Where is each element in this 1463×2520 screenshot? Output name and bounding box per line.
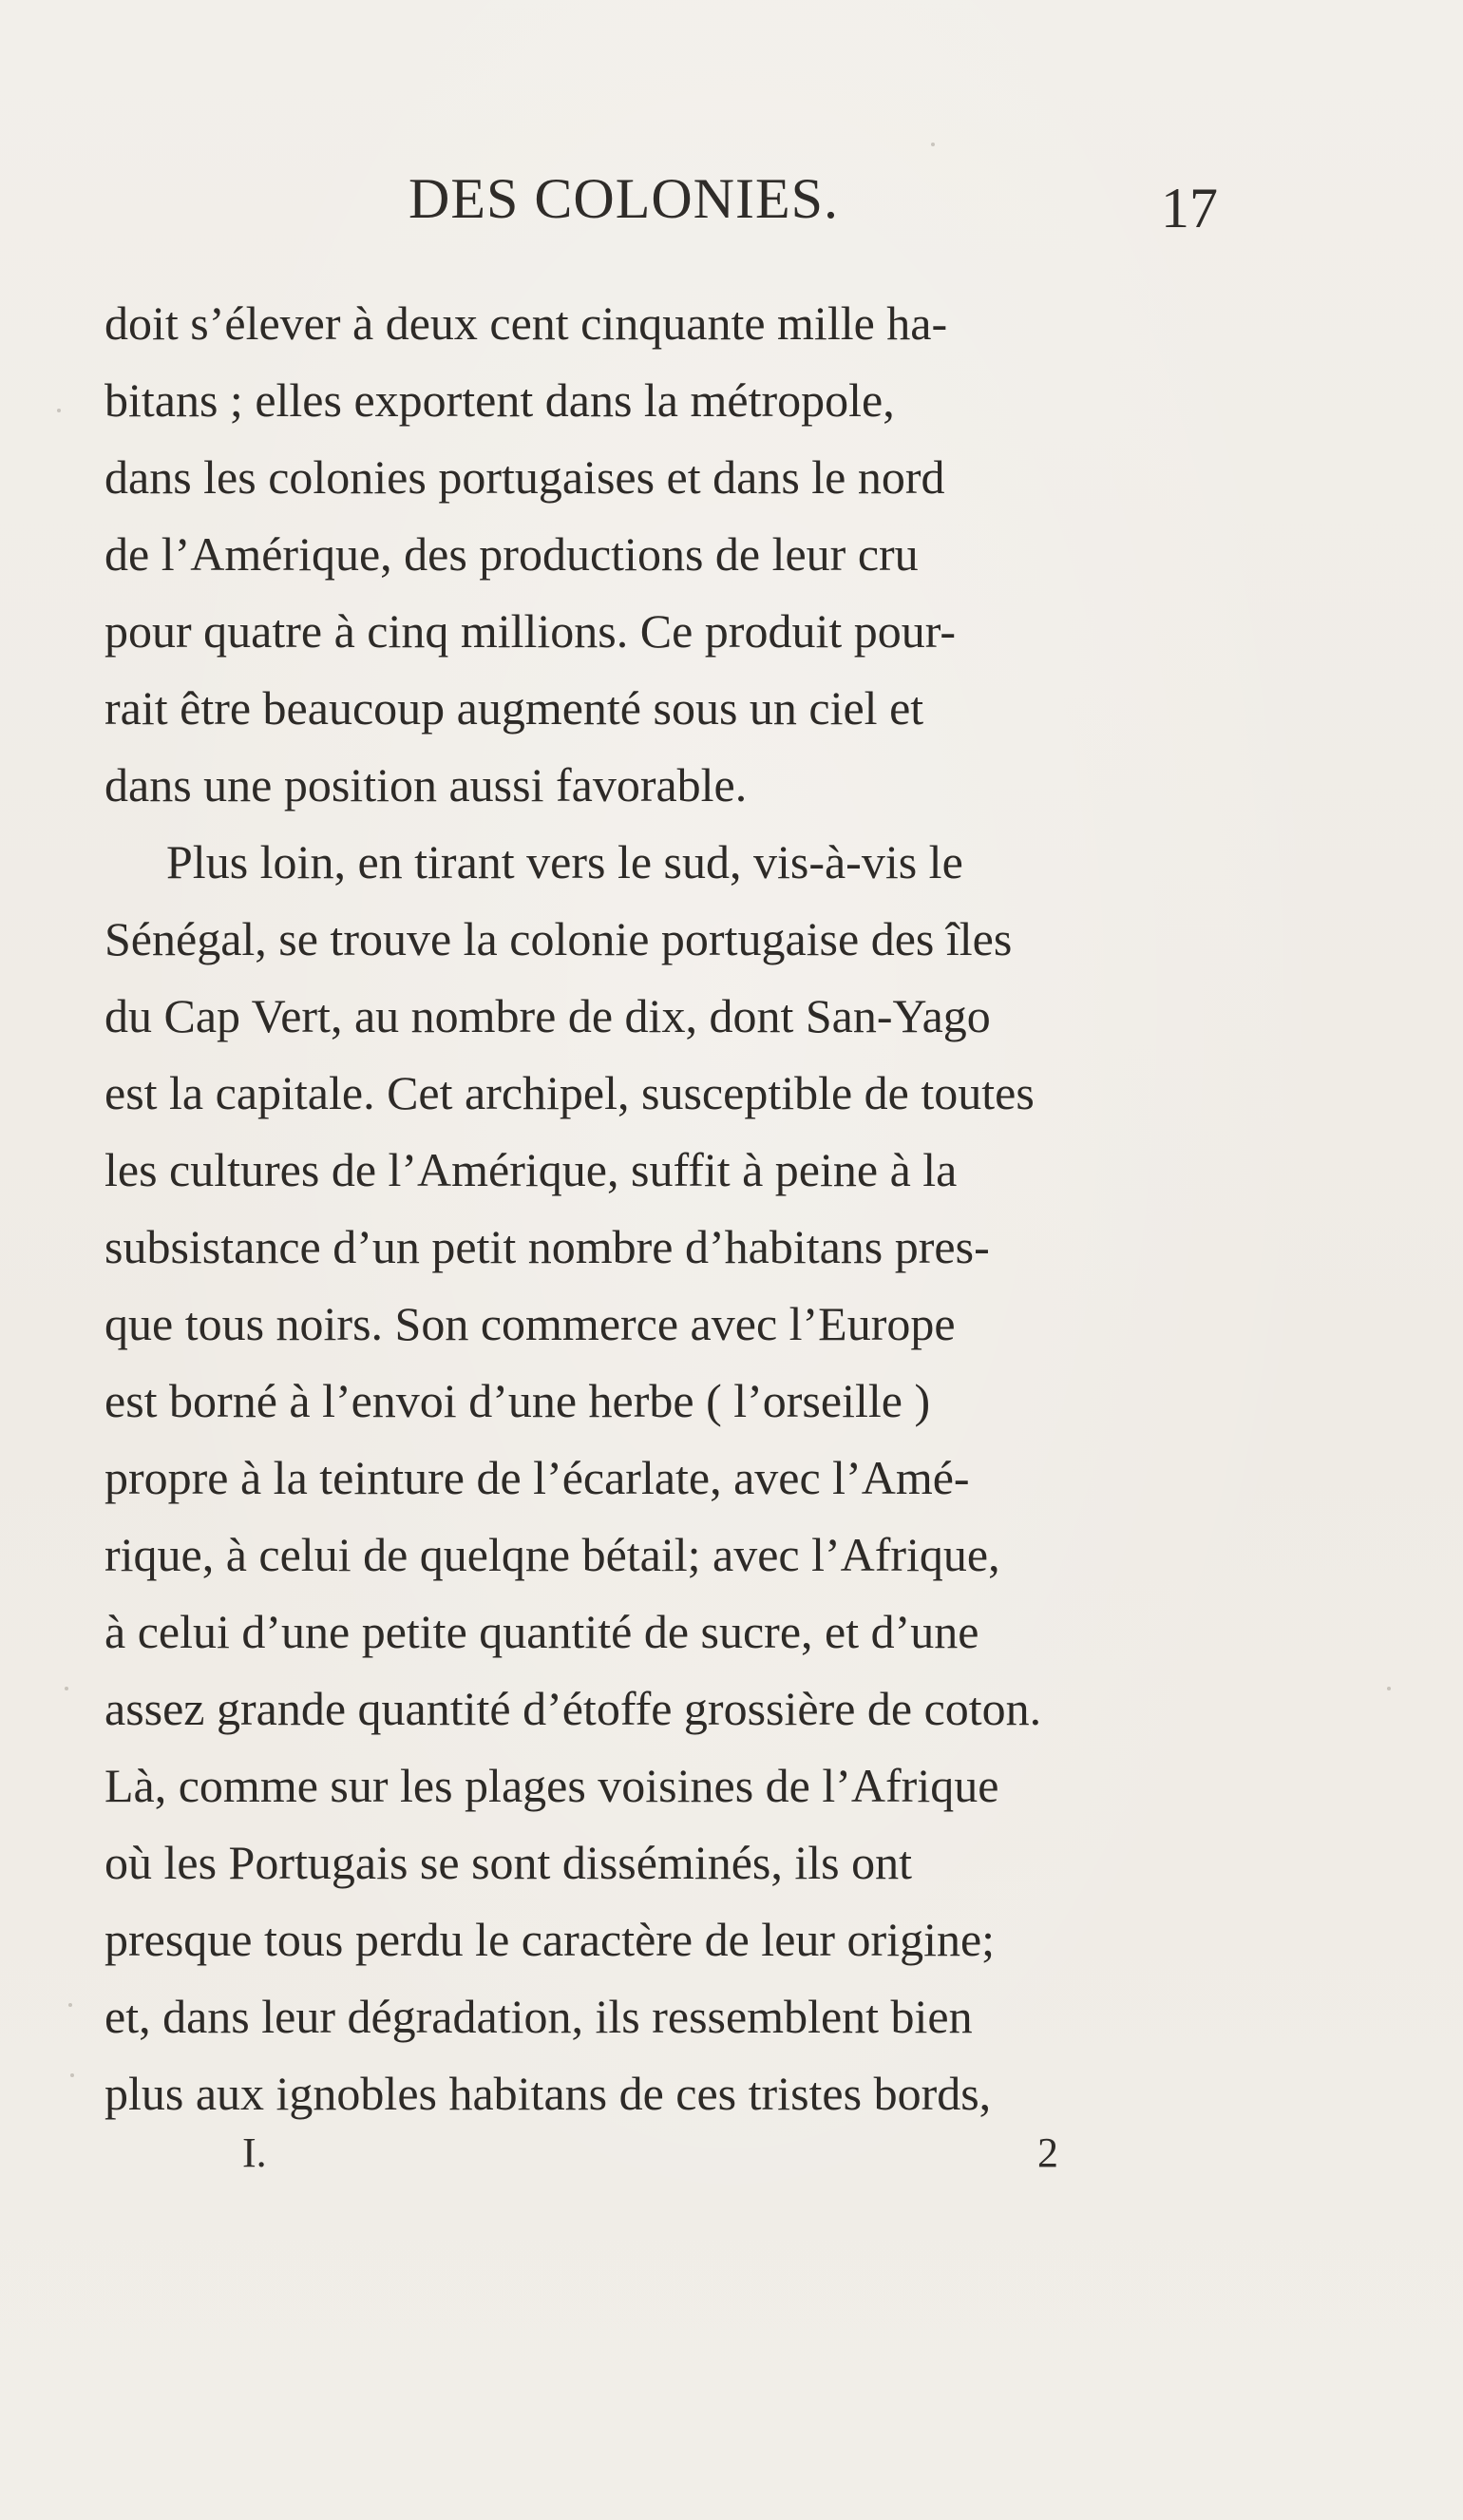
paragraph (104, 285, 1273, 824)
text-line: que tous noirs. Son commerce avec l’Europe (104, 1297, 956, 1350)
text-line: rait être beaucoup augmenté sous un ciel et (104, 681, 924, 735)
text-line: est borné à l’envoi d’une herbe ( l’orseille ) (104, 1374, 931, 1427)
body-text (104, 285, 1273, 2132)
text-line: Plus loin, en tirant vers le sud, vis-à-vis le (166, 835, 963, 888)
text-line: dans les colonies portugaises et dans le nord (104, 450, 945, 504)
text-line: Sénégal, se trouve la colonie portugaise des îles (104, 912, 1013, 965)
paper-speck (57, 409, 61, 412)
text-line: rique, à celui de quelqne bétail; avec l’Afrique, (104, 1528, 1000, 1581)
text-line: de l’Amérique, des productions de leur cru (104, 527, 919, 581)
paper-speck (70, 2073, 74, 2077)
text-line: pour quatre à cinq millions. Ce produit pour- (104, 604, 957, 658)
text-line: Là, comme sur les plages voisines de l’Afrique (104, 1759, 999, 1812)
paper-speck (1387, 1687, 1391, 1690)
paper-speck (68, 2003, 72, 2007)
text-line: à celui d’une petite quantité de sucre, et d’une (104, 1605, 979, 1658)
text-line: propre à la teinture de l’écarlate, avec l’Amé- (104, 1451, 970, 1504)
gathering-signature: 2 (1037, 2129, 1058, 2176)
text-line: plus aux ignobles habitans de ces tristes bords, (104, 2067, 992, 2120)
text-line: dans une position aussi favorable. (104, 758, 748, 811)
text-line: est la capitale. Cet archipel, susceptible de toutes (104, 1066, 1035, 1119)
paper-speck (931, 143, 935, 146)
text-line: subsistance d’un petit nombre d’habitans pres- (104, 1220, 990, 1273)
text-line: doit s’élever à deux cent cinquante mille ha- (104, 296, 948, 350)
paragraph (104, 824, 1273, 2132)
volume-signature: I. (242, 2129, 267, 2176)
text-line: bitans ; elles exportent dans la métropole, (104, 373, 895, 427)
page-footer (0, 2129, 1463, 2195)
text-line: du Cap Vert, au nombre de dix, dont San-Yago (104, 989, 991, 1042)
text-line: et, dans leur dégradation, ils ressemblent bien (104, 1990, 973, 2043)
text-line: où les Portugais se sont disséminés, ils ont (104, 1836, 912, 1889)
page-number: 17 (1161, 177, 1218, 239)
text-line: presque tous perdu le caractère de leur origine; (104, 1913, 996, 1966)
paper-speck (65, 1687, 68, 1690)
text-line: assez grande quantité d’étoffe grossière de coton. (104, 1682, 1042, 1735)
text-line: les cultures de l’Amérique, suffit à peine à la (104, 1143, 958, 1196)
running-head: DES COLONIES. (408, 167, 840, 230)
page-header (0, 166, 1463, 239)
